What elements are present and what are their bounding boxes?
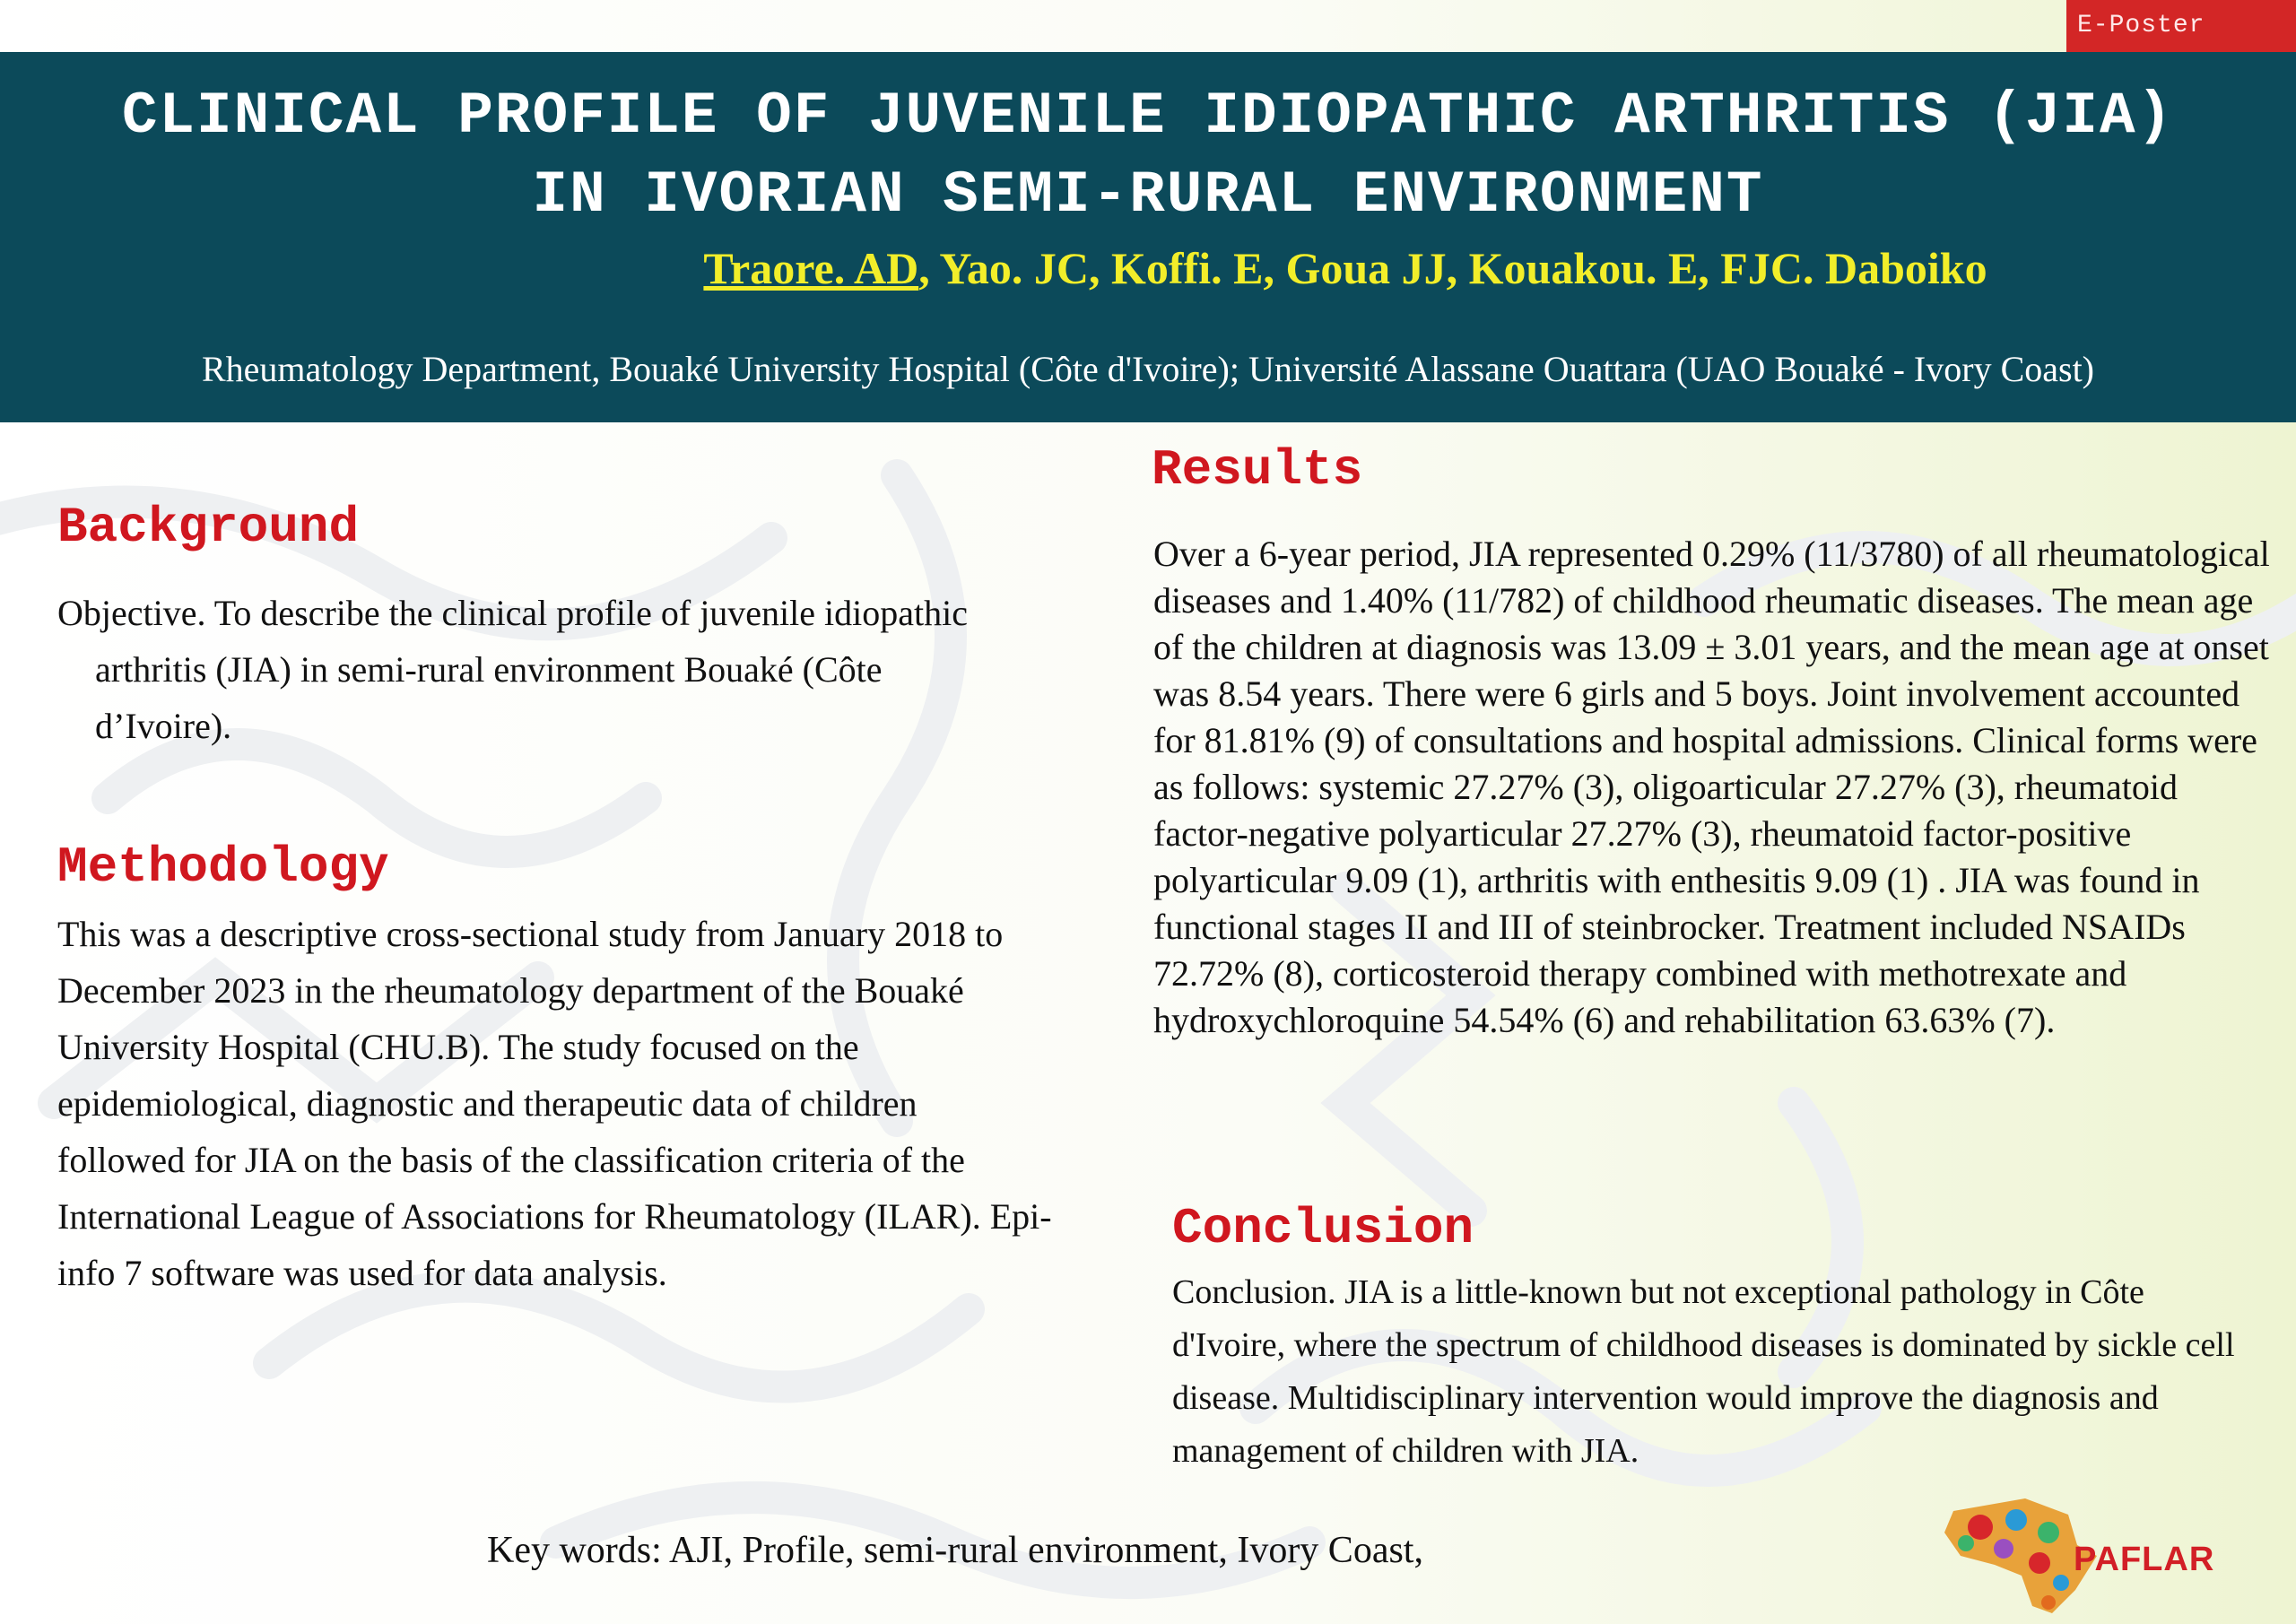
other-authors: , Yao. JC, Koffi. E, Goua JJ, Kouakou. E, FJC. Daboiko (918, 243, 1987, 293)
poster-header (0, 52, 2296, 422)
affiliation: Rheumatology Department, Bouaké University Hospital (Côte d'Ivoire); Université Alassane Ouattara (UAO Bouaké - Ivory Coast) (201, 349, 2095, 389)
poster-title (0, 77, 2296, 235)
title-line-2: IN IVORIAN SEMI-RURAL ENVIRONMENT (532, 161, 1764, 229)
e-poster-badge: E-Poster (2066, 0, 2296, 52)
first-author: Traore. AD (703, 243, 919, 293)
keywords: Key words: AJI, Profile, semi-rural environment, Ivory Coast, (487, 1530, 1423, 1571)
methodology-text: This was a descriptive cross-sectional study from January 2018 to December 2023 in the rheumatology department of the Bouaké University Hospital (CHU.B). The study focused on the epidemiological, diagnostic and therapeutic data of children followed for JIA on the basis of the classification criteria of the International League of Associations for Rheumatology (ILAR). Epi-info 7 software was used for data analysis. (57, 914, 1052, 1293)
conclusion-text: Conclusion. JIA is a little-known but not exceptional pathology in Côte d'Ivoire, where the spectrum of childhood diseases is dominated by sickle cell disease. Multidisciplinary intervention would improve the diagnosis and management of children with JIA. (1172, 1273, 2235, 1470)
background-text: Objective. To describe the clinical profile of juvenile idiopathic arthritis (JIA) in semi-rural environment Bouaké (Côte d’Ivoire). (57, 593, 968, 746)
paflar-logo-text: PAFLAR (2074, 1541, 2215, 1578)
results-heading: Results (1152, 441, 1363, 499)
methodology-heading: Methodology (57, 838, 389, 896)
authors (538, 242, 2152, 294)
title-line-1: CLINICAL PROFILE OF JUVENILE IDIOPATHIC ARTHRITIS (JIA) (121, 83, 2175, 150)
results-text: Over a 6-year period, JIA represented 0.29% (11/3780) of all rheumatological diseases and 1.40% (11/782) of childhood rheumatic diseases. The mean age of the children at diagnosis was 13.09 ± 3.01 years, and the mean age at onset was 8.54 years. There were 6 girls and 5 boys. Joint involvement accounted for 81.81% (9) of consultations and hospital admissions. Clinical forms were as follows: systemic 27.27% (3), oligoarticular 27.27% (3), rheumatoid factor-negative polyarticular 27.27% (3), rheumatoid factor-positive polyarticular 9.09 (1), arthritis with enthesitis 9.09 (1) . JIA was found in functional stages II and III of steinbrocker. Treatment included NSAIDs 72.72% (8), corticosteroid therapy combined with methotrexate and hydroxychloroquine 54.54% (6) and rehabilitation 63.63% (7). (1153, 534, 2270, 1040)
conclusion-heading: Conclusion (1172, 1200, 1474, 1257)
background-heading: Background (57, 499, 360, 556)
